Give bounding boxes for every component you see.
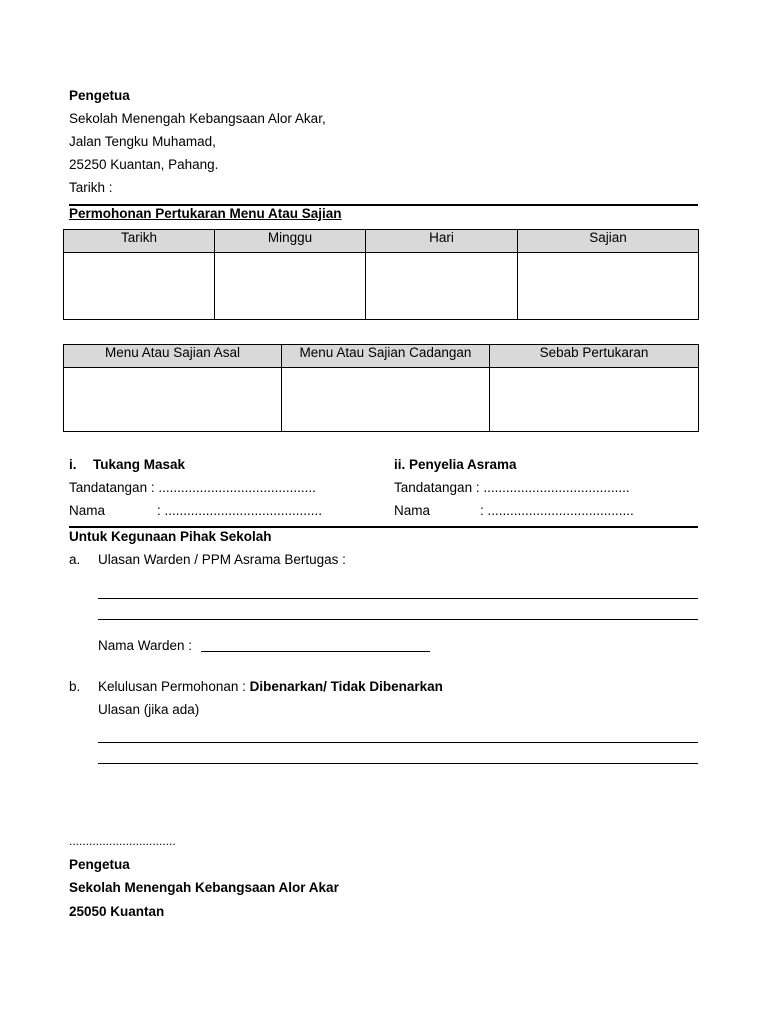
table-cell-original-menu[interactable] [64,368,282,432]
cook-name-label: Nama [69,503,106,518]
approval-note-label: Ulasan (jika ada) [98,702,200,717]
school-use-heading: Untuk Kegunaan Pihak Sekolah [69,529,272,544]
warden-name-line[interactable] [201,651,430,652]
footer-school: Sekolah Menengah Kebangsaan Alor Akar [69,880,339,895]
address-line-1: Sekolah Menengah Kebangsaan Alor Akar, [69,111,326,126]
principal-signature-line[interactable]: ................................ [69,834,176,848]
footer-postcode: 25050 Kuantan [69,904,165,919]
table-header-original-menu: Menu Atau Sajian Asal [64,345,282,368]
approval-note-line-1[interactable] [98,742,698,743]
item-a-marker: a. [69,552,81,567]
warden-review-label: Ulasan Warden / PPM Asrama Bertugas : [98,552,346,567]
address-line-2: Jalan Tengku Muhamad, [69,134,216,149]
approval-row [98,679,443,694]
approval-label: Kelulusan Permohonan : [98,679,250,694]
table-header-tarikh: Tarikh [64,230,215,253]
supervisor-title: ii. Penyelia Asrama [394,457,517,472]
table-header-minggu: Minggu [215,230,366,253]
recipient-title: Pengetua [69,88,130,103]
warden-review-line-1[interactable] [98,598,698,599]
menu-change-table [63,344,699,432]
supervisor-name-label: Nama [394,503,431,518]
table-cell-proposed-menu[interactable] [282,368,490,432]
table-header-reason: Sebab Pertukaran [490,345,699,368]
warden-review-line-2[interactable] [98,619,698,620]
approval-options[interactable]: Dibenarkan/ Tidak Dibenarkan [249,679,443,694]
cook-title: Tukang Masak [93,457,186,472]
cook-name-field[interactable]: : .......................................... [157,503,323,518]
table-cell-tarikh[interactable] [64,253,215,320]
table-header-sajian: Sajian [518,230,699,253]
subject-heading: Permohonan Pertukaran Menu Atau Sajian [69,206,342,221]
table-cell-minggu[interactable] [215,253,366,320]
address-line-3: 25250 Kuantan, Pahang. [69,157,219,172]
warden-name-label: Nama Warden : [98,638,193,653]
menu-date-table [63,229,699,320]
footer-title: Pengetua [69,857,130,872]
cook-number: i. [69,457,77,472]
supervisor-name-field[interactable]: : ....................................... [480,503,634,518]
supervisor-signature-field[interactable]: Tandatangan : ....................................... [394,480,630,495]
school-section-divider [69,526,698,528]
item-b-marker: b. [69,679,81,694]
table-header-proposed-menu: Menu Atau Sajian Cadangan [282,345,490,368]
table-cell-reason[interactable] [490,368,699,432]
approval-note-line-2[interactable] [98,763,698,764]
cook-signature-field[interactable]: Tandatangan : .......................................... [69,480,316,495]
table-header-hari: Hari [366,230,518,253]
table-cell-hari[interactable] [366,253,518,320]
date-label: Tarikh : [69,180,113,195]
table-cell-sajian[interactable] [518,253,699,320]
